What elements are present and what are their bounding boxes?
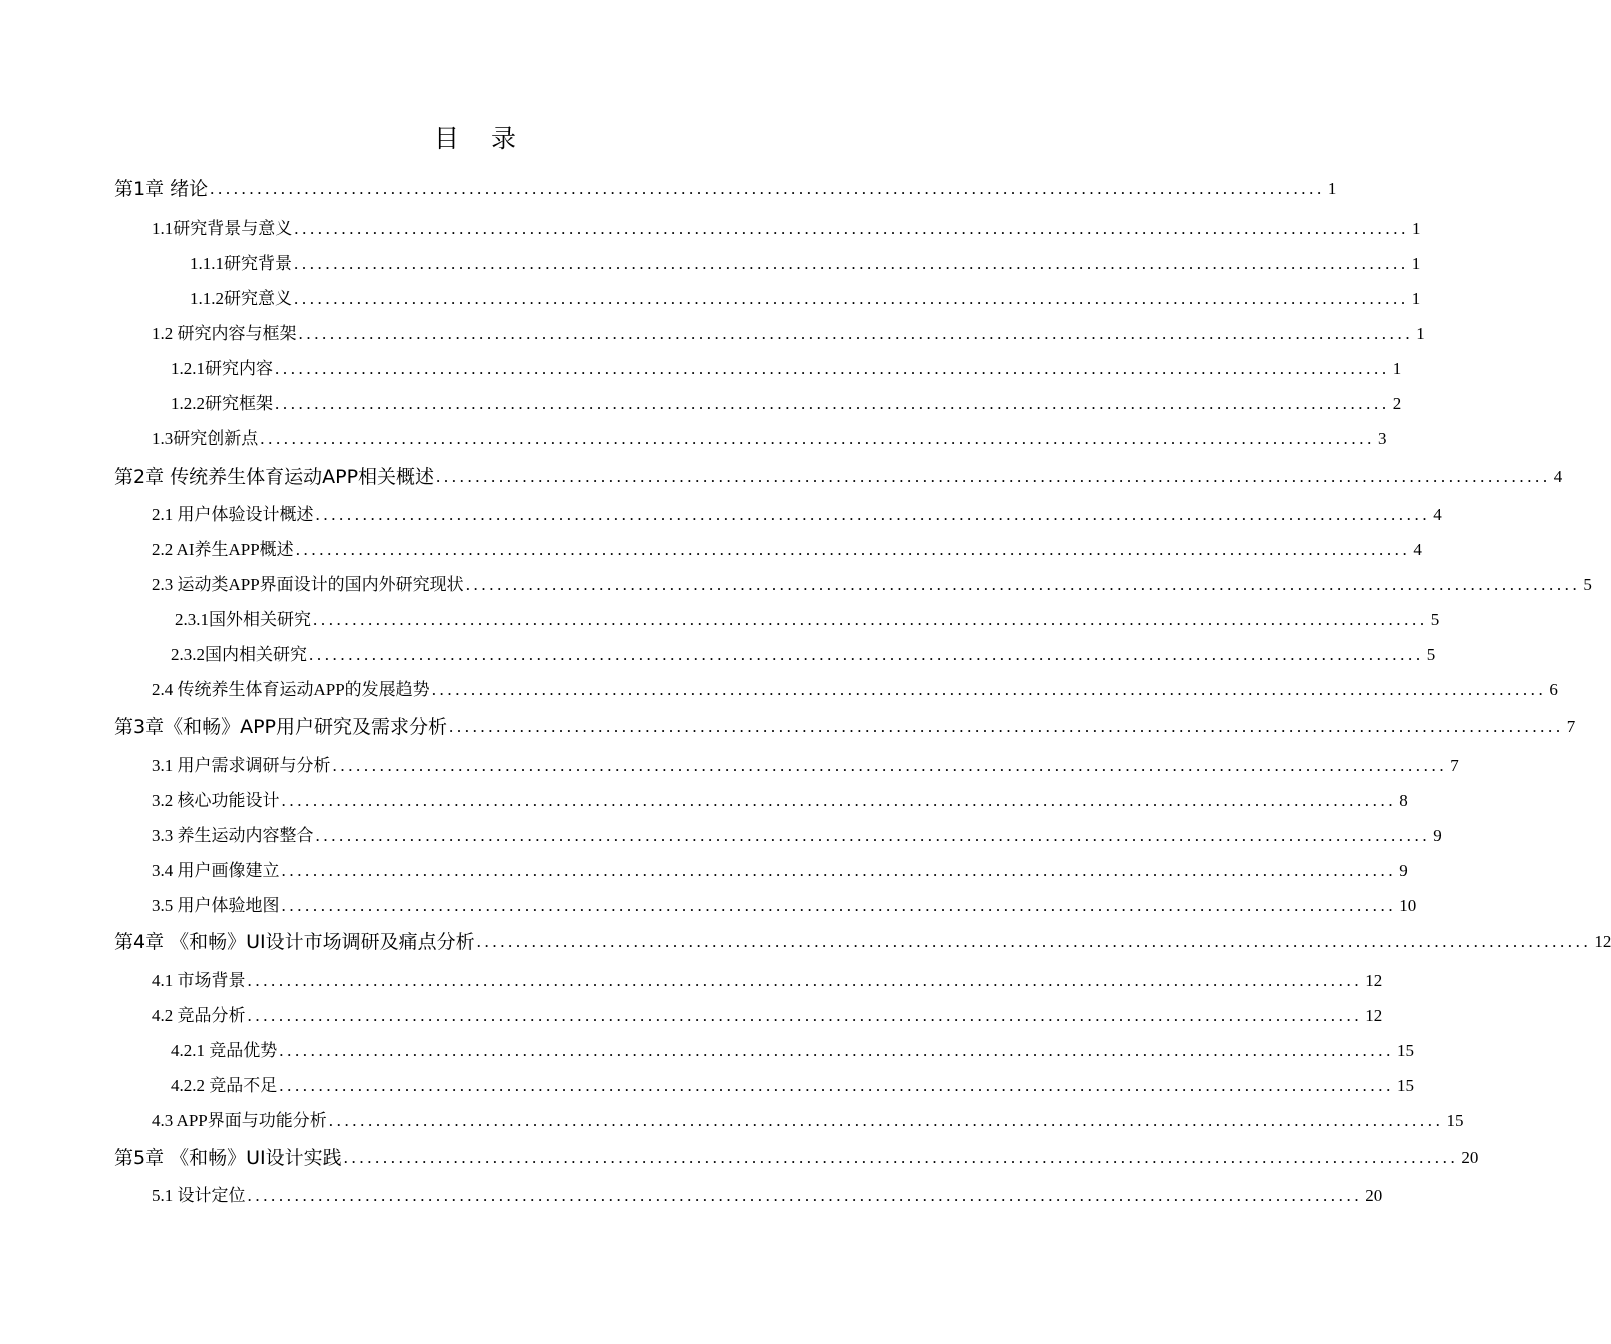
toc-entry-chapter-4[interactable]: 第4章 《和畅》UI设计市场调研及痛点分析 .............................................................................................................................................. 12	[114, 931, 1611, 953]
toc-entry-3-5[interactable]: 3.5 用户体验地图 .............................................................................................................................................. 10	[152, 896, 1417, 915]
toc-entry-chapter-2[interactable]: 第2章 传统养生体育运动APP相关概述 .............................................................................................................................................. 4	[114, 466, 1563, 488]
toc-entry-2-3-1[interactable]: 2.3.1国外相关研究 .............................................................................................................................................. 5	[175, 610, 1440, 629]
toc-entry-chapter-5[interactable]: 第5章 《和畅》UI设计实践 .............................................................................................................................................. 20	[114, 1147, 1479, 1169]
toc-entry-2-4[interactable]: 2.4 传统养生体育运动APP的发展趋势 .............................................................................................................................................. 6	[152, 680, 1558, 699]
toc-entry-2-3-2[interactable]: 2.3.2国内相关研究 .............................................................................................................................................. 5	[171, 645, 1436, 664]
toc-entry-4-2[interactable]: 4.2 竞品分析 .............................................................................................................................................. 12	[152, 1006, 1383, 1025]
toc-entry-1-3[interactable]: 1.3研究创新点 .............................................................................................................................................. 3	[152, 429, 1387, 448]
toc-entry-chapter-1[interactable]: 第1章 绪论 .............................................................................................................................................. 1	[114, 178, 1337, 200]
toc-entry-1-1-2[interactable]: 1.1.2研究意义 .............................................................................................................................................. 1	[190, 289, 1421, 308]
toc-entry-1-2-1[interactable]: 1.2.1研究内容 .............................................................................................................................................. 1	[171, 359, 1402, 378]
toc-entry-5-1[interactable]: 5.1 设计定位 .............................................................................................................................................. 20	[152, 1186, 1383, 1205]
toc-entry-1-2-2[interactable]: 1.2.2研究框架 .............................................................................................................................................. 2	[171, 394, 1402, 413]
toc-entry-chapter-3[interactable]: 第3章《和畅》APP用户研究及需求分析 .............................................................................................................................................. 7	[114, 716, 1576, 738]
page-title: 目 录	[434, 124, 528, 153]
toc-entry-4-2-2[interactable]: 4.2.2 竞品不足 .............................................................................................................................................. 15	[171, 1076, 1414, 1095]
toc-entry-2-2[interactable]: 2.2 AI养生APP概述 .............................................................................................................................................. 4	[152, 540, 1422, 559]
toc-entry-2-1[interactable]: 2.1 用户体验设计概述 .............................................................................................................................................. 4	[152, 505, 1442, 524]
toc-entry-4-2-1[interactable]: 4.2.1 竞品优势 .............................................................................................................................................. 15	[171, 1041, 1414, 1060]
toc-entry-3-1[interactable]: 3.1 用户需求调研与分析 .............................................................................................................................................. 7	[152, 756, 1459, 775]
toc-entry-1-1-1[interactable]: 1.1.1研究背景 .............................................................................................................................................. 1	[190, 254, 1421, 273]
toc-entry-3-2[interactable]: 3.2 核心功能设计 .............................................................................................................................................. 8	[152, 791, 1408, 810]
toc-entry-1-2[interactable]: 1.2 研究内容与框架 .............................................................................................................................................. 1	[152, 324, 1425, 343]
toc-entry-2-3[interactable]: 2.3 运动类APP界面设计的国内外研究现状 .............................................................................................................................................. 5	[152, 575, 1592, 594]
toc-entry-3-4[interactable]: 3.4 用户画像建立 .............................................................................................................................................. 9	[152, 861, 1408, 880]
toc-entry-1-1[interactable]: 1.1研究背景与意义 .............................................................................................................................................. 1	[152, 219, 1421, 238]
toc-entry-3-3[interactable]: 3.3 养生运动内容整合 .............................................................................................................................................. 9	[152, 826, 1442, 845]
toc-entry-4-3[interactable]: 4.3 APP界面与功能分析 .............................................................................................................................................. 15	[152, 1111, 1464, 1130]
toc-entry-4-1[interactable]: 4.1 市场背景 .............................................................................................................................................. 12	[152, 971, 1383, 990]
